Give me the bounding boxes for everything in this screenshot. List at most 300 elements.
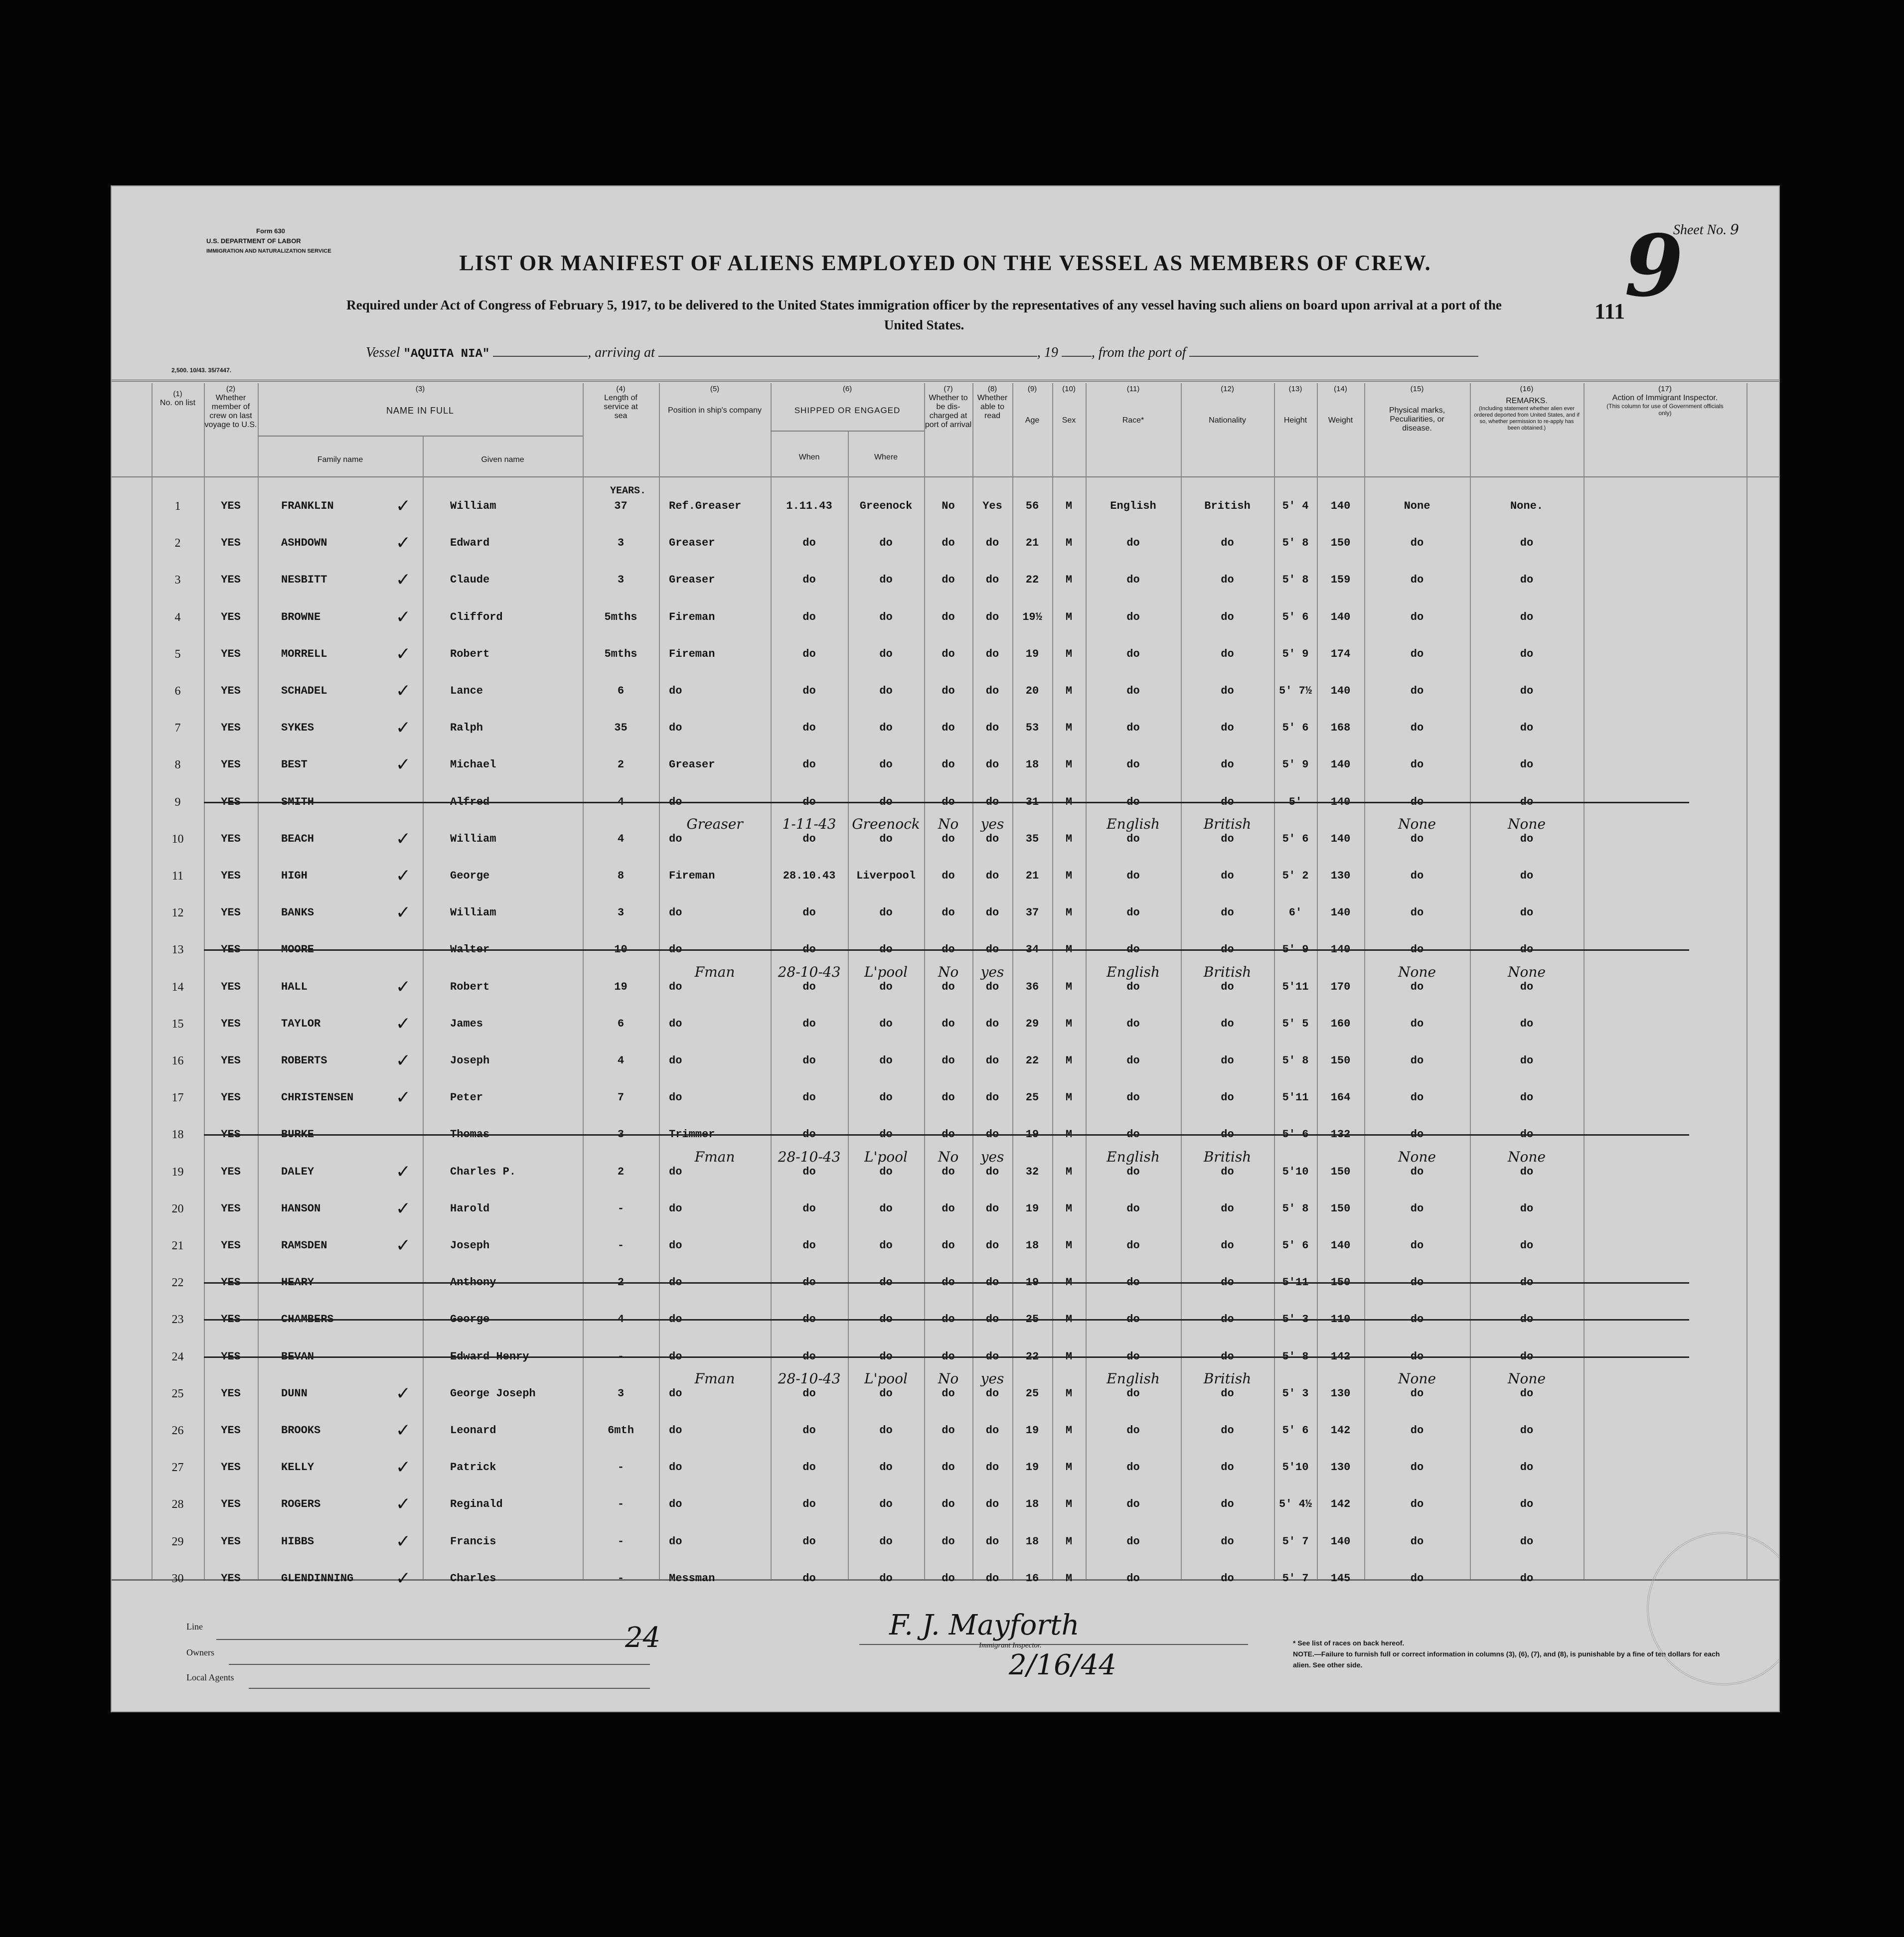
page-title: LIST OR MANIFEST OF ALIENS EMPLOYED ON THE VESSEL AS MEMBERS OF CREW. bbox=[459, 251, 1431, 275]
cell-sex: M bbox=[1065, 1017, 1073, 1030]
cell-remarks: do bbox=[1520, 722, 1534, 735]
cell-remarks: do bbox=[1520, 1572, 1534, 1585]
cell-remarks: do bbox=[1520, 1276, 1534, 1289]
cell-no: 14 bbox=[171, 980, 184, 994]
cell-service: 6 bbox=[617, 1017, 625, 1030]
cell-age: 19 bbox=[1025, 1461, 1039, 1474]
cell-read: do bbox=[985, 1350, 999, 1363]
cell-sex: M bbox=[1065, 758, 1073, 771]
cell-position: do bbox=[669, 1054, 682, 1067]
cell-position: Fireman bbox=[669, 647, 715, 660]
cell-service: 8 bbox=[617, 870, 625, 882]
cell-marks: do bbox=[1410, 832, 1424, 845]
strikethrough-line bbox=[204, 1356, 1689, 1358]
table-row bbox=[112, 1079, 1779, 1116]
cell-remarks: do bbox=[1520, 1128, 1534, 1141]
cell-race: do bbox=[1126, 1091, 1140, 1104]
cell-sex: M bbox=[1065, 870, 1073, 882]
inspector-signature: F. J. Mayforth bbox=[889, 1609, 1080, 1641]
cell-family: GLENDINNING bbox=[281, 1572, 354, 1585]
cell-nationality: do bbox=[1221, 1350, 1234, 1363]
cell-family: NESBITT bbox=[281, 574, 327, 587]
cell-service: 10 bbox=[614, 943, 628, 956]
cell-discharged: do bbox=[942, 1498, 955, 1511]
cell-crew: YES bbox=[221, 1498, 241, 1511]
cell-age: 31 bbox=[1025, 795, 1039, 808]
cell-height: 5' 6 bbox=[1282, 722, 1309, 735]
cell-marks: do bbox=[1410, 1239, 1424, 1252]
cell-marks: do bbox=[1410, 1535, 1424, 1548]
signature-rule bbox=[859, 1644, 1248, 1645]
cell-service: 3 bbox=[617, 1387, 625, 1400]
cell-remarks: do bbox=[1520, 1165, 1534, 1178]
header-bottom-rule bbox=[112, 476, 1779, 477]
cell-weight: 150 bbox=[1330, 1165, 1351, 1178]
cell-remarks: do bbox=[1520, 1054, 1534, 1067]
table-row bbox=[112, 1227, 1779, 1264]
cell-height: 5' 6 bbox=[1282, 1128, 1309, 1141]
year-label: , 19 bbox=[1037, 345, 1058, 360]
cell-position: do bbox=[669, 1091, 682, 1104]
cell-height: 5' 6 bbox=[1282, 832, 1309, 845]
handwritten-where: L'pool bbox=[864, 1370, 908, 1387]
cell-no: 8 bbox=[174, 758, 181, 772]
cell-no: 3 bbox=[174, 574, 181, 587]
cell-where: do bbox=[879, 574, 893, 587]
handwritten-nationality: British bbox=[1203, 1148, 1252, 1165]
checkmark-icon: ✓ bbox=[395, 1235, 411, 1256]
cell-position: do bbox=[669, 1424, 682, 1437]
strikethrough-line bbox=[204, 1134, 1689, 1136]
cell-discharged: do bbox=[942, 647, 955, 660]
cell-remarks: None. bbox=[1510, 500, 1543, 512]
cell-age: 19½ bbox=[1022, 610, 1042, 623]
table-row bbox=[112, 525, 1779, 562]
cell-given: Alfred bbox=[450, 795, 490, 808]
cell-family: SYKES bbox=[281, 722, 315, 735]
cell-family: DALEY bbox=[281, 1165, 315, 1178]
cell-no: 18 bbox=[171, 1128, 184, 1142]
cell-given: Lance bbox=[450, 685, 483, 697]
department: U.S. DEPARTMENT OF LABOR bbox=[206, 237, 301, 245]
cell-race: do bbox=[1126, 537, 1140, 550]
cell-nationality: do bbox=[1221, 1202, 1234, 1215]
handwritten-where: L'pool bbox=[864, 963, 908, 980]
cell-position: do bbox=[669, 1313, 682, 1326]
cell-height: 5' 4 bbox=[1282, 500, 1309, 512]
cell-sex: M bbox=[1065, 1239, 1073, 1252]
cell-nationality: do bbox=[1221, 906, 1234, 919]
vessel-line bbox=[366, 345, 1478, 361]
cell-marks: do bbox=[1410, 685, 1424, 697]
cell-crew: YES bbox=[221, 722, 241, 735]
cell-discharged: do bbox=[942, 1054, 955, 1067]
cell-given: Harold bbox=[450, 1202, 490, 1215]
cell-nationality: do bbox=[1221, 1128, 1234, 1141]
cell-weight: 150 bbox=[1330, 537, 1351, 550]
cell-crew: YES bbox=[221, 1091, 241, 1104]
cell-read: do bbox=[985, 574, 999, 587]
cell-when: 1.11.43 bbox=[786, 500, 832, 512]
col15-header: (15) Physical marks, Peculiarities, or disease. bbox=[1389, 385, 1445, 433]
cell-service: 4 bbox=[617, 795, 625, 808]
checkmark-icon: ✓ bbox=[395, 1568, 411, 1589]
handwritten-marks: None bbox=[1398, 1370, 1436, 1387]
cell-given: Ralph bbox=[450, 722, 483, 735]
cell-weight: 140 bbox=[1330, 906, 1351, 919]
cell-discharged: do bbox=[942, 1350, 955, 1363]
handwritten-read: yes bbox=[980, 815, 1004, 832]
checkmark-icon: ✓ bbox=[395, 496, 411, 516]
cell-height: 5' 9 bbox=[1282, 647, 1309, 660]
handwritten-race: English bbox=[1107, 1148, 1160, 1165]
cell-service: 4 bbox=[617, 1054, 625, 1067]
cell-read: do bbox=[985, 795, 999, 808]
cell-remarks: do bbox=[1520, 906, 1534, 919]
cell-given: Patrick bbox=[450, 1461, 496, 1474]
table-row bbox=[112, 784, 1779, 821]
cell-given: George bbox=[450, 1313, 490, 1326]
cell-nationality: do bbox=[1221, 943, 1234, 956]
cell-discharged: do bbox=[942, 1313, 955, 1326]
cell-given: Robert bbox=[450, 647, 490, 660]
checkmark-icon: ✓ bbox=[395, 1457, 411, 1478]
cell-given: Charles P. bbox=[450, 1165, 516, 1178]
cell-age: 22 bbox=[1025, 1350, 1039, 1363]
vessel-name: "AQUITA NIA" bbox=[403, 347, 490, 361]
cell-race: English bbox=[1110, 500, 1156, 512]
cell-where: do bbox=[879, 1202, 893, 1215]
cell-height: 5'10 bbox=[1282, 1165, 1309, 1178]
cell-discharged: do bbox=[942, 1128, 955, 1141]
checkmark-icon: ✓ bbox=[395, 1494, 411, 1515]
cell-family: HALL bbox=[281, 980, 308, 993]
cell-where: do bbox=[879, 943, 893, 956]
handwritten-marks: None bbox=[1398, 963, 1436, 980]
shipped-subrule bbox=[771, 431, 924, 432]
cell-marks: do bbox=[1410, 1202, 1424, 1215]
handwritten-marks: None bbox=[1398, 1148, 1436, 1165]
cell-height: 5' 6 bbox=[1282, 1239, 1309, 1252]
cell-given: Edward bbox=[450, 537, 490, 550]
cell-crew: YES bbox=[221, 1461, 241, 1474]
port-label: , from the port of bbox=[1091, 345, 1186, 360]
cell-crew: YES bbox=[221, 906, 241, 919]
cell-weight: 150 bbox=[1330, 1202, 1351, 1215]
cell-no: 23 bbox=[171, 1313, 184, 1327]
cell-read: do bbox=[985, 685, 999, 697]
cell-marks: do bbox=[1410, 610, 1424, 623]
cell-crew: YES bbox=[221, 1313, 241, 1326]
given-name-header: Given name bbox=[481, 455, 524, 464]
cell-crew: YES bbox=[221, 832, 241, 845]
handwritten-remarks: None bbox=[1508, 815, 1546, 832]
table-row bbox=[112, 1339, 1779, 1375]
cell-position: do bbox=[669, 1535, 682, 1548]
cell-discharged: do bbox=[942, 610, 955, 623]
cell-marks: do bbox=[1410, 574, 1424, 587]
cell-age: 53 bbox=[1025, 722, 1039, 735]
cell-where: do bbox=[879, 685, 893, 697]
cell-position: do bbox=[669, 1239, 682, 1252]
cell-crew: YES bbox=[221, 1387, 241, 1400]
strikethrough-line bbox=[204, 949, 1689, 951]
cell-given: Thomas bbox=[450, 1128, 490, 1141]
cell-where: do bbox=[879, 722, 893, 735]
cell-marks: do bbox=[1410, 870, 1424, 882]
cell-service: 5mths bbox=[604, 647, 637, 660]
cell-age: 22 bbox=[1025, 1054, 1039, 1067]
cell-sex: M bbox=[1065, 1461, 1073, 1474]
cell-sex: M bbox=[1065, 1128, 1073, 1141]
cell-remarks: do bbox=[1520, 870, 1534, 882]
table-row bbox=[112, 673, 1779, 710]
checkmark-icon: ✓ bbox=[395, 1383, 411, 1404]
cell-height: 6' bbox=[1288, 906, 1302, 919]
cell-weight: 142 bbox=[1330, 1350, 1351, 1363]
cell-read: do bbox=[985, 758, 999, 771]
races-note: * See list of races on back hereof. bbox=[1293, 1639, 1405, 1647]
cell-service: 6mth bbox=[608, 1424, 634, 1437]
cell-race: do bbox=[1126, 1461, 1140, 1474]
cell-service: 3 bbox=[617, 537, 625, 550]
cell-family: BEST bbox=[281, 758, 308, 771]
cell-sex: M bbox=[1065, 537, 1073, 550]
cell-sex: M bbox=[1065, 500, 1073, 512]
cell-age: 25 bbox=[1025, 1313, 1039, 1326]
col12-header: (12) Nationality bbox=[1209, 385, 1246, 425]
cell-weight: 160 bbox=[1330, 1017, 1351, 1030]
cell-read: do bbox=[985, 1202, 999, 1215]
cell-family: TAYLOR bbox=[281, 1017, 321, 1030]
cell-sex: M bbox=[1065, 980, 1073, 993]
cell-where: do bbox=[879, 1387, 893, 1400]
handwritten-row bbox=[112, 816, 1779, 836]
cell-age: 18 bbox=[1025, 1239, 1039, 1252]
cell-discharged: do bbox=[942, 1202, 955, 1215]
cell-height: 5' 7 bbox=[1282, 1572, 1309, 1585]
cell-crew: YES bbox=[221, 500, 241, 512]
cell-marks: do bbox=[1410, 758, 1424, 771]
table-row bbox=[112, 1191, 1779, 1227]
cell-weight: 130 bbox=[1330, 1461, 1351, 1474]
cell-race: do bbox=[1126, 1054, 1140, 1067]
cell-sex: M bbox=[1065, 685, 1073, 697]
cell-weight: 140 bbox=[1330, 943, 1351, 956]
cell-when: do bbox=[802, 1350, 816, 1363]
header-top-rule bbox=[112, 380, 1779, 382]
handwritten-position: Fman bbox=[694, 1370, 735, 1387]
cell-position: do bbox=[669, 1165, 682, 1178]
cell-service: 5mths bbox=[604, 610, 637, 623]
cell-crew: YES bbox=[221, 1202, 241, 1215]
cell-height: 5' 8 bbox=[1282, 1350, 1309, 1363]
handwritten-race: English bbox=[1107, 815, 1160, 832]
cell-weight: 159 bbox=[1330, 574, 1351, 587]
cell-race: do bbox=[1126, 1128, 1140, 1141]
cell-height: 5' 8 bbox=[1282, 1054, 1309, 1067]
cell-where: do bbox=[879, 647, 893, 660]
cell-weight: 140 bbox=[1330, 500, 1351, 512]
col11-header: (11) Race* bbox=[1122, 385, 1144, 425]
cell-where: do bbox=[879, 1276, 893, 1289]
cell-where: do bbox=[879, 537, 893, 550]
cell-service: 37 bbox=[614, 500, 628, 512]
cell-age: 32 bbox=[1025, 1165, 1039, 1178]
cell-sex: M bbox=[1065, 1091, 1073, 1104]
handwritten-remarks: None bbox=[1508, 963, 1546, 980]
cell-weight: 164 bbox=[1330, 1091, 1351, 1104]
cell-read: do bbox=[985, 1091, 999, 1104]
cell-crew: YES bbox=[221, 610, 241, 623]
cell-no: 10 bbox=[171, 832, 184, 846]
cell-no: 21 bbox=[171, 1239, 184, 1252]
cell-remarks: do bbox=[1520, 1424, 1534, 1437]
col5-header: (5) Position in ship's company bbox=[667, 385, 762, 415]
cell-nationality: do bbox=[1221, 574, 1234, 587]
cell-age: 29 bbox=[1025, 1017, 1039, 1030]
checkmark-icon: ✓ bbox=[395, 976, 411, 997]
cell-family: KELLY bbox=[281, 1461, 315, 1474]
cell-remarks: do bbox=[1520, 1535, 1534, 1548]
cell-read: do bbox=[985, 980, 999, 993]
cell-marks: do bbox=[1410, 1313, 1424, 1326]
owners-label: Owners bbox=[186, 1647, 214, 1657]
cell-no: 16 bbox=[171, 1054, 184, 1067]
cell-read: do bbox=[985, 610, 999, 623]
handwritten-read: yes bbox=[980, 1370, 1004, 1387]
cell-where: Liverpool bbox=[856, 870, 916, 882]
cell-read: do bbox=[985, 647, 999, 660]
cell-sex: M bbox=[1065, 1535, 1073, 1548]
table-row bbox=[112, 1523, 1779, 1560]
cell-when: do bbox=[802, 1572, 816, 1585]
cell-age: 19 bbox=[1025, 647, 1039, 660]
cell-weight: 150 bbox=[1330, 1276, 1351, 1289]
col16-header: (16) REMARKS. (Including statement whether alien ever ordered deported from United States, and if so, whether permission to re-apply has been obtained.) bbox=[1474, 385, 1580, 431]
handwritten-race: English bbox=[1107, 963, 1160, 980]
cell-race: do bbox=[1126, 832, 1140, 845]
cell-read: do bbox=[985, 1054, 999, 1067]
table-row bbox=[112, 1412, 1779, 1449]
cell-height: 5' 5 bbox=[1282, 1017, 1309, 1030]
cell-when: do bbox=[802, 943, 816, 956]
cell-remarks: do bbox=[1520, 1239, 1534, 1252]
cell-height: 5' 4½ bbox=[1278, 1498, 1312, 1511]
cell-where: do bbox=[879, 1572, 893, 1585]
cell-family: MOORE bbox=[281, 943, 315, 956]
cell-where: do bbox=[879, 1017, 893, 1030]
col14-header: (14) Weight bbox=[1328, 385, 1353, 425]
cell-sex: M bbox=[1065, 1313, 1073, 1326]
checkmark-icon: ✓ bbox=[395, 754, 411, 775]
cell-sex: M bbox=[1065, 574, 1073, 587]
cell-height: 5'11 bbox=[1282, 1091, 1309, 1104]
handwritten-read: yes bbox=[980, 1148, 1004, 1165]
cell-crew: YES bbox=[221, 1017, 241, 1030]
cell-family: BANKS bbox=[281, 906, 315, 919]
handwritten-position: Fman bbox=[694, 1148, 735, 1165]
cell-height: 5' 3 bbox=[1282, 1313, 1309, 1326]
cell-position: do bbox=[669, 1387, 682, 1400]
handwritten-discharged: No bbox=[938, 815, 959, 832]
where-header: Where bbox=[874, 453, 898, 461]
cell-height: 5'11 bbox=[1282, 980, 1309, 993]
cell-nationality: do bbox=[1221, 1498, 1234, 1511]
cell-read: do bbox=[985, 1535, 999, 1548]
cell-marks: do bbox=[1410, 647, 1424, 660]
cell-when: do bbox=[802, 537, 816, 550]
arriving-label: , arriving at bbox=[588, 345, 655, 360]
cell-service: 3 bbox=[617, 906, 625, 919]
cell-marks: do bbox=[1410, 722, 1424, 735]
cell-nationality: British bbox=[1204, 500, 1251, 512]
cell-height: 5' 2 bbox=[1282, 870, 1309, 882]
cell-height: 5'10 bbox=[1282, 1461, 1309, 1474]
cell-crew: YES bbox=[221, 870, 241, 882]
cell-discharged: do bbox=[942, 1017, 955, 1030]
cell-discharged: do bbox=[942, 722, 955, 735]
cell-sex: M bbox=[1065, 1202, 1073, 1215]
cell-remarks: do bbox=[1520, 537, 1534, 550]
cell-crew: YES bbox=[221, 1165, 241, 1178]
cell-read: Yes bbox=[982, 500, 1002, 512]
cell-age: 20 bbox=[1025, 685, 1039, 697]
page-subtitle: Required under Act of Congress of February 5, 1917, to be delivered to the United States immigration officer by the representatives of any vessel having such aliens on board upon arrival at a port of the United States. bbox=[346, 298, 1502, 332]
cell-sex: M bbox=[1065, 1276, 1073, 1289]
cell-family: HANSON bbox=[281, 1202, 321, 1215]
cell-age: 36 bbox=[1025, 980, 1039, 993]
table-row bbox=[112, 1264, 1779, 1301]
cell-weight: 110 bbox=[1330, 1313, 1351, 1326]
family-name-header: Family name bbox=[317, 455, 363, 464]
cell-race: do bbox=[1126, 795, 1140, 808]
cell-sex: M bbox=[1065, 1054, 1073, 1067]
cell-no: 2 bbox=[174, 537, 181, 550]
cell-when: do bbox=[802, 832, 816, 845]
cell-crew: YES bbox=[221, 685, 241, 697]
cell-position: do bbox=[669, 906, 682, 919]
cell-age: 35 bbox=[1025, 832, 1039, 845]
cell-nationality: do bbox=[1221, 722, 1234, 735]
cell-crew: YES bbox=[221, 1535, 241, 1548]
cell-service: - bbox=[617, 1535, 625, 1548]
cell-service: 2 bbox=[617, 1165, 625, 1178]
cell-position: do bbox=[669, 1498, 682, 1511]
cell-no: 15 bbox=[171, 1017, 184, 1031]
cell-marks: do bbox=[1410, 1572, 1424, 1585]
cell-race: do bbox=[1126, 1350, 1140, 1363]
col6-header: (6) SHIPPED OR ENGAGED bbox=[794, 385, 901, 415]
cell-no: 11 bbox=[171, 870, 184, 883]
cell-race: do bbox=[1126, 610, 1140, 623]
cell-when: do bbox=[802, 795, 816, 808]
table-row bbox=[112, 894, 1779, 931]
cell-marks: do bbox=[1410, 1387, 1424, 1400]
cell-given: Leonard bbox=[450, 1424, 496, 1437]
years-label: YEARS. bbox=[610, 485, 646, 497]
cell-discharged: do bbox=[942, 1535, 955, 1548]
cell-given: Joseph bbox=[450, 1054, 490, 1067]
cell-no: 13 bbox=[171, 943, 184, 957]
cell-weight: 140 bbox=[1330, 610, 1351, 623]
handwritten-when: 1-11-43 bbox=[782, 815, 836, 832]
cell-crew: YES bbox=[221, 1128, 241, 1141]
cell-race: do bbox=[1126, 685, 1140, 697]
cell-where: do bbox=[879, 980, 893, 993]
strikethrough-line bbox=[204, 1282, 1689, 1284]
table-row bbox=[112, 488, 1779, 525]
